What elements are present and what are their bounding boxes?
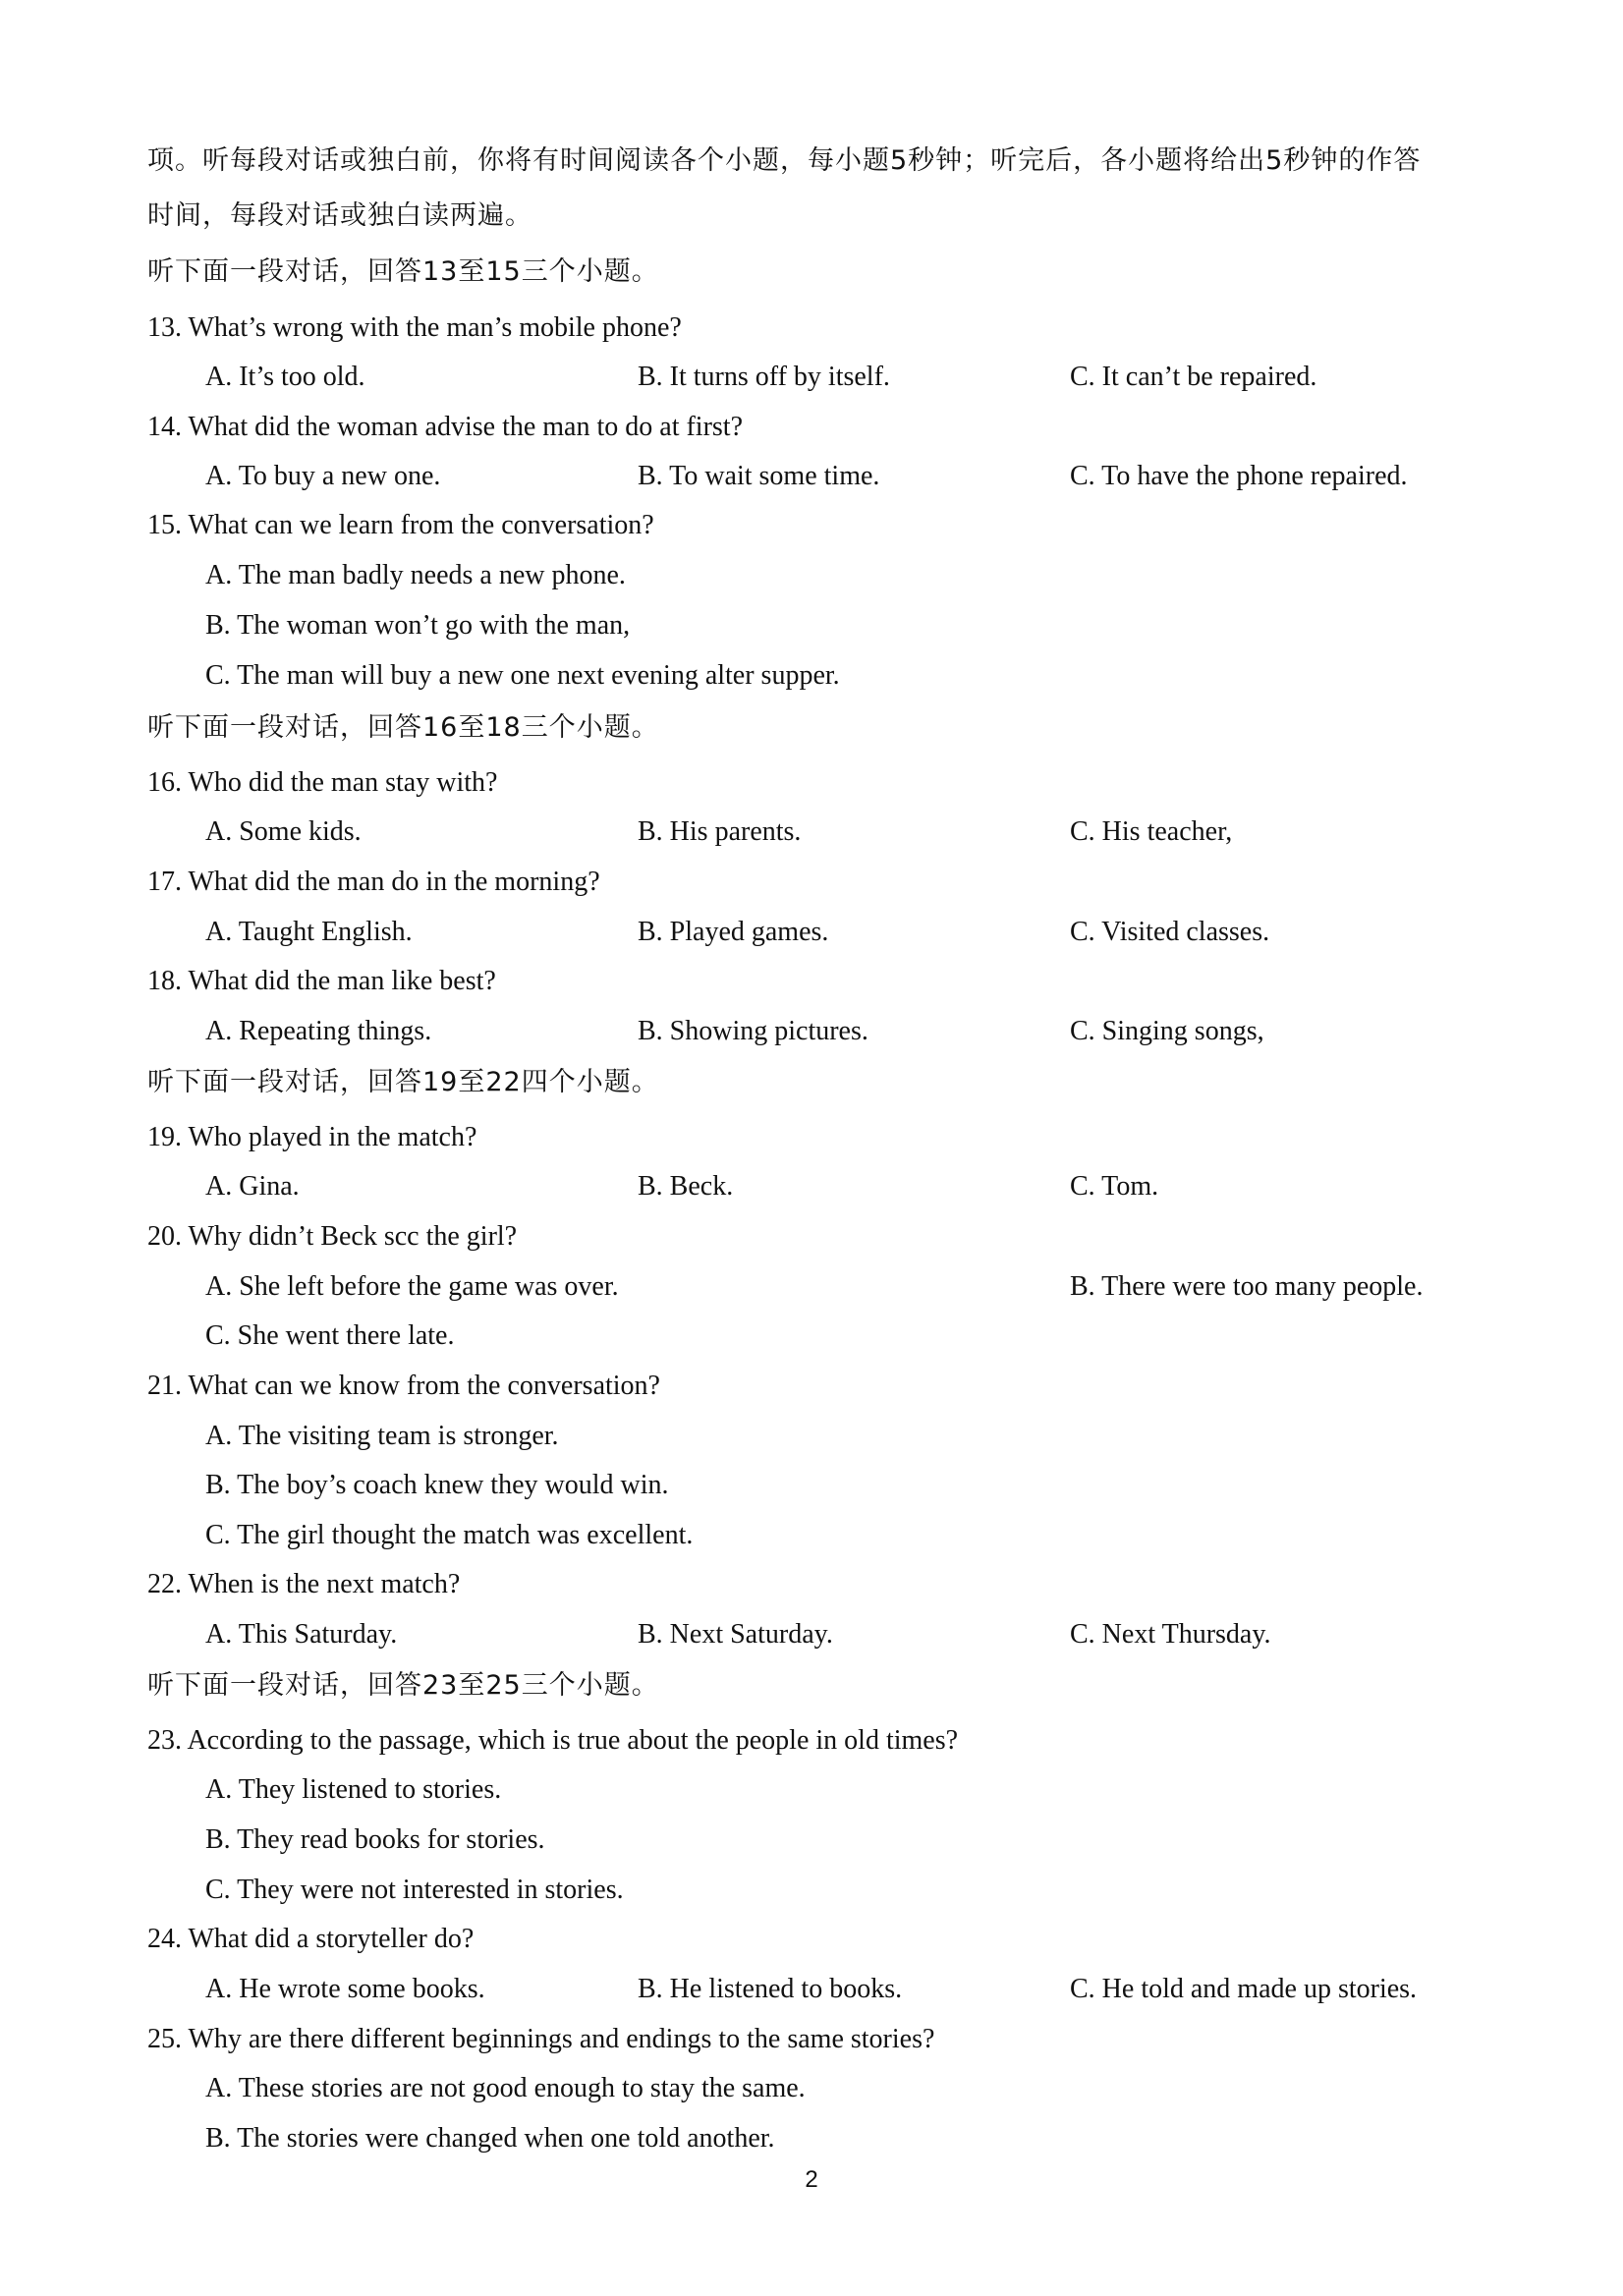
section-instruction: 听下面一段对话，回答23至25三个小题。	[147, 1670, 659, 1701]
question-stem: 14. What did the woman advise the man to do at first?	[147, 412, 744, 442]
option-b: B. The woman won’t go with the man,	[205, 610, 631, 641]
option-c: C. To have the phone repaired.	[1070, 461, 1408, 491]
intro-line-1: 项。听每段对话或独白前，你将有时间阅读各个小题，每小题5秒钟；听完后，各小题将给出5秒钟的作答	[147, 145, 1422, 176]
option-a: A. These stories are not good enough to stay the same.	[205, 2073, 806, 2103]
option-c: C. Tom.	[1070, 1171, 1159, 1202]
question-stem: 20. Why didn’t Beck scc the girl?	[147, 1221, 518, 1252]
question-stem: 22. When is the next match?	[147, 1569, 461, 1599]
option-b: B. The boy’s coach knew they would win.	[205, 1470, 669, 1500]
option-c: C. It can’t be repaired.	[1070, 362, 1317, 392]
option-b: B. Showing pictures.	[638, 1016, 868, 1046]
option-b: B. Next Saturday.	[638, 1619, 833, 1650]
question-stem: 23. According to the passage, which is true about the people in old times?	[147, 1725, 959, 1756]
option-a: A. It’s too old.	[205, 362, 365, 392]
option-a: A. This Saturday.	[205, 1619, 398, 1650]
option-c: C. He told and made up stories.	[1070, 1974, 1418, 2004]
option-a: A. She left before the game was over.	[205, 1271, 619, 1302]
option-c: C. His teacher,	[1070, 816, 1233, 847]
question-stem: 21. What can we know from the conversation?	[147, 1371, 660, 1401]
question-stem: 18. What did the man like best?	[147, 966, 496, 996]
question-stem: 13. What’s wrong with the man’s mobile phone?	[147, 312, 682, 343]
option-a: A. He wrote some books.	[205, 1974, 485, 2004]
option-c: C. Singing songs,	[1070, 1016, 1264, 1046]
option-b: B. There were too many people.	[1070, 1271, 1424, 1302]
intro-line-2: 时间，每段对话或独白读两遍。	[147, 200, 532, 231]
option-c: C. Next Thursday.	[1070, 1619, 1271, 1650]
question-stem: 19. Who played in the match?	[147, 1122, 477, 1152]
option-b: B. Played games.	[638, 917, 829, 947]
option-a: A. They listened to stories.	[205, 1774, 502, 1805]
option-b: B. To wait some time.	[638, 461, 880, 491]
option-a: A. The man badly needs a new phone.	[205, 560, 626, 590]
option-a: A. Some kids.	[205, 816, 362, 847]
option-b: B. Beck.	[638, 1171, 734, 1202]
option-a: A. To buy a new one.	[205, 461, 441, 491]
option-b: B. He listened to books.	[638, 1974, 903, 2004]
page-number: 2	[805, 2166, 818, 2193]
option-a: A. Taught English.	[205, 917, 413, 947]
question-stem: 24. What did a storyteller do?	[147, 1924, 475, 1954]
option-a: A. The visiting team is stronger.	[205, 1421, 559, 1451]
section-instruction: 听下面一段对话，回答16至18三个小题。	[147, 712, 659, 743]
option-b: B. The stories were changed when one told another.	[205, 2123, 775, 2154]
option-c: C. She went there late.	[205, 1320, 455, 1351]
question-stem: 17. What did the man do in the morning?	[147, 867, 600, 897]
question-stem: 16. Who did the man stay with?	[147, 767, 498, 798]
option-b: B. They read books for stories.	[205, 1824, 545, 1855]
section-instruction: 听下面一段对话，回答19至22四个小题。	[147, 1067, 659, 1097]
question-stem: 15. What can we learn from the conversation?	[147, 510, 654, 540]
option-c: C. The girl thought the match was excellent.	[205, 1520, 694, 1550]
option-b: B. It turns off by itself.	[638, 362, 890, 392]
option-c: C. Visited classes.	[1070, 917, 1270, 947]
option-a: A. Gina.	[205, 1171, 300, 1202]
question-stem: 25. Why are there different beginnings and endings to the same stories?	[147, 2024, 935, 2054]
option-c: C. The man will buy a new one next evening alter supper.	[205, 660, 840, 691]
section-instruction: 听下面一段对话，回答13至15三个小题。	[147, 256, 659, 287]
option-c: C. They were not interested in stories.	[205, 1875, 624, 1905]
option-b: B. His parents.	[638, 816, 802, 847]
option-a: A. Repeating things.	[205, 1016, 432, 1046]
